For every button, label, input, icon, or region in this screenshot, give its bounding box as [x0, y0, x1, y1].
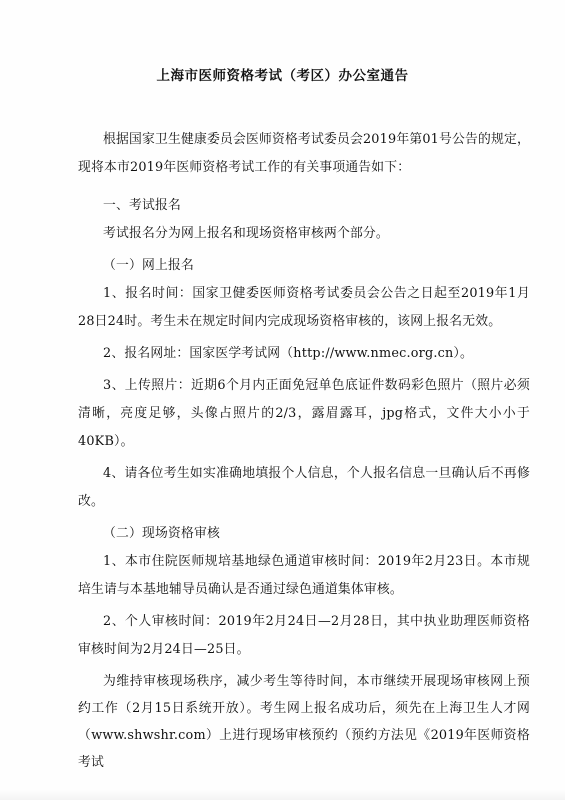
item-registration-time: 1、报名时间：国家卫健委医师资格考试委员会公告之日起至2019年1月28日24时。考生未在规定时间内完成现场资格审核的，该网上报名无效。	[78, 286, 530, 329]
item-appointment: 为维持审核现场秩序，减少考生等待时间，本市继续开展现场审核网上预约工作（2月15日系统开放）。考生网上报名成功后，须先在上海卫生人才网（www.shwshr.com）上进行现场审核预约（预约方法见《2019年医师资格考试	[78, 674, 530, 770]
document-body	[78, 118, 530, 776]
document-title: 上海市医师资格考试（考区）办公室通告	[156, 68, 409, 84]
item-registration-url: 2、报名网址：国家医学考试网（http://www.nmec.org.cn）。	[103, 346, 474, 361]
section-heading-registration: 一、考试报名	[103, 198, 181, 213]
item-green-channel: 1、本市住院医师规培基地绿色通道审核时间：2019年2月23日。本市规培生请与本基地辅导员确认是否通过绿色通道集体审核。	[78, 554, 530, 597]
subsection-heading-online: （一）网上报名	[103, 258, 194, 273]
item-photo-upload: 3、上传照片：近期6个月内正面免冠单色底证件数码彩色照片（照片必须清晰，亮度足够，头像占照片的2/3，露眉露耳，jpg格式，文件大小小于40KB）。	[78, 378, 530, 449]
item-personal-info: 4、请各位考生如实准确地填报个人信息，个人报名信息一旦确认后不再修改。	[78, 466, 530, 509]
page-bottom-edge	[0, 790, 565, 800]
registration-description: 考试报名分为网上报名和现场资格审核两个部分。	[103, 226, 389, 241]
subsection-heading-onsite: （二）现场资格审核	[103, 526, 220, 541]
intro-paragraph: 根据国家卫生健康委员会医师资格考试委员会2019年第01号公告的规定，现将本市2019年医师资格考试工作的有关事项通告如下：	[78, 132, 530, 175]
item-individual-review: 2、个人审核时间：2019年2月24日—2月28日，其中执业助理医师资格审核时间为2月24日—25日。	[78, 614, 530, 657]
